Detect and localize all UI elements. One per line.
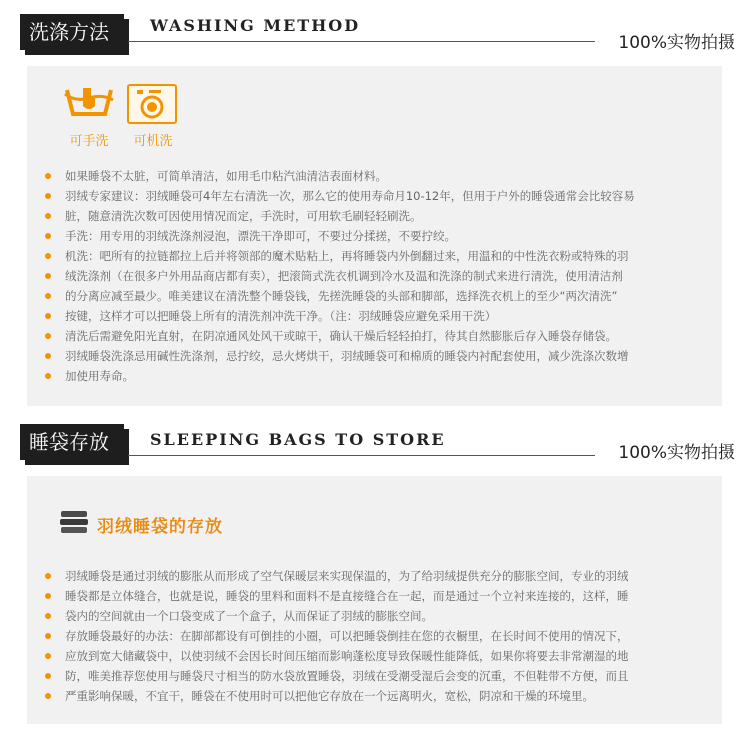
machine-wash-item xyxy=(127,84,179,149)
list-item: 应放到宽大储藏袋中，以使羽绒不会因长时间压缩而影响蓬松度导致保暖性能降低，如果你将要去非常潮湿的地 xyxy=(45,646,629,666)
washing-list xyxy=(45,166,635,386)
storage-subtitle-wrap xyxy=(59,508,223,540)
list-item: 手洗：用专用的羽绒洗涤剂浸泡，漂洗干净即可，不要过分揉搓，不要拧绞。 xyxy=(45,226,635,246)
list-item: 的分离应减至最少。唯美建议在清洗整个睡袋钱，先搓洗睡袋的头部和脚部，选择洗衣机上的至少“两次清洗” xyxy=(45,286,635,306)
washing-tag: 洗涤方法 xyxy=(20,14,124,50)
list-item: 机洗：吧所有的拉链都拉上后并将领部的魔术贴粘上，再将睡袋内外倒翻过来，用温和的中性洗衣粉或特殊的羽 xyxy=(45,246,635,266)
storage-title-en: SLEEPING BAGS TO STORE xyxy=(150,430,446,449)
hand-wash-label: 可手洗 xyxy=(69,134,109,149)
storage-tag: 睡袋存放 xyxy=(20,424,124,460)
list-item: 加使用寿命。 xyxy=(45,366,635,386)
hand-wash-icon xyxy=(63,84,113,124)
storage-real-photo: 100%实物拍摄 xyxy=(618,443,735,463)
hand-wash-item xyxy=(63,84,115,149)
list-item: 清洗后需避免阳光直射，在阴凉通风处风干或晾干，确认干燥后轻轻拍打，待其自然膨胀后存入睡袋存储袋。 xyxy=(45,326,635,346)
list-item: 存放睡袋最好的办法：在脚部都设有可倒挂的小圈，可以把睡袋倒挂在您的衣橱里，在长时间不使用的情况下， xyxy=(45,626,629,646)
list-item: 严重影响保暖，不宜干，睡袋在不使用时可以把他它存放在一个远离明火，宽松，阴凉和干燥的环境里。 xyxy=(45,686,629,706)
machine-wash-icon xyxy=(127,84,177,124)
wash-icons xyxy=(63,84,179,149)
washing-title-en: WASHING METHOD xyxy=(150,16,361,35)
storage-rule xyxy=(128,455,595,456)
storage-panel xyxy=(27,476,722,724)
list-item: 袋内的空间就由一个口袋变成了一个盒子，从而保证了羽绒的膨胀空间。 xyxy=(45,606,629,626)
washing-panel xyxy=(27,66,722,406)
washing-real-photo: 100%实物拍摄 xyxy=(618,33,735,53)
list-item: 如果睡袋不太脏，可简单清洁，如用毛巾粘汽油清洁表面材料。 xyxy=(45,166,635,186)
stacked-bags-icon xyxy=(59,508,89,540)
washing-header xyxy=(20,14,735,54)
list-item: 羽绒睡袋洗涤忌用碱性洗涤剂，忌拧绞，忌火烤烘干，羽绒睡袋可和棉质的睡袋内衬配套使用，减少洗涤次数增 xyxy=(45,346,635,366)
list-item: 脏，随意清洗次数可因使用情况而定，手洗时，可用软毛刷轻轻刷洗。 xyxy=(45,206,635,226)
list-item: 绒洗涤剂（在很多户外用品商店都有卖），把滚筒式洗衣机调到冷水及温和洗涤的制式来进行清洗，使用清洁剂 xyxy=(45,266,635,286)
storage-subtitle: 羽绒睡袋的存放 xyxy=(97,516,223,537)
washing-rule xyxy=(128,41,595,42)
machine-wash-label: 可机洗 xyxy=(133,134,173,149)
list-item: 羽绒睡袋是通过羽绒的膨胀从而形成了空气保暖层来实现保温的，为了给羽绒提供充分的膨胀空间，专业的羽绒 xyxy=(45,566,629,586)
list-item: 按键，这样才可以把睡袋上所有的清洗剂冲洗干净。（注：羽绒睡袋应避免采用干洗） xyxy=(45,306,635,326)
storage-header xyxy=(20,424,735,464)
list-item: 防，唯美推荐您使用与睡袋尺寸相当的防水袋放置睡袋，羽绒在受潮受湿后会变的沉重，不但鞋带不方便，而且 xyxy=(45,666,629,686)
storage-list xyxy=(45,566,629,706)
list-item: 羽绒专家建议：羽绒睡袋可4年左右清洗一次，那么它的使用寿命月10-12年，但用于户外的睡袋通常会比较容易 xyxy=(45,186,635,206)
list-item: 睡袋都是立体缝合，也就是说，睡袋的里料和面料不是直接缝合在一起，而是通过一个立衬来连接的，这样，睡 xyxy=(45,586,629,606)
